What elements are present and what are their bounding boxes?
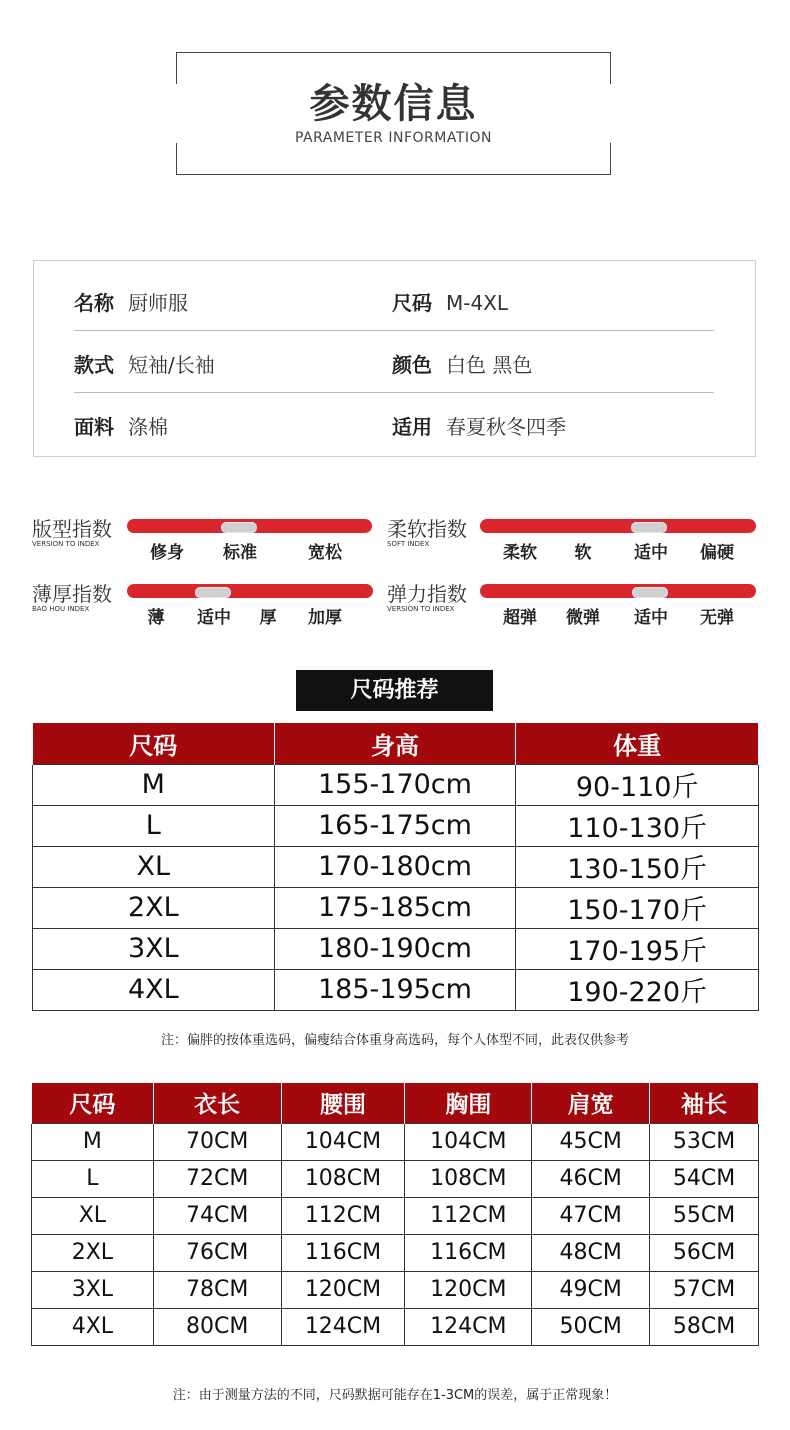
- table-cell: 48CM: [532, 1234, 650, 1271]
- table-cell: 155-170cm: [274, 764, 516, 805]
- column-header: 袖长: [650, 1083, 759, 1123]
- spec-row: [74, 331, 714, 393]
- spec-key: 适用: [392, 415, 432, 439]
- table-row: [32, 1160, 759, 1197]
- table-cell: 112CM: [405, 1197, 532, 1234]
- spec-key: 尺码: [392, 291, 432, 315]
- index-slider-knob: [195, 587, 231, 598]
- index-sub: SOFT INDEX: [387, 540, 430, 548]
- table-cell: 56CM: [650, 1234, 759, 1271]
- table-cell: 165-175cm: [274, 805, 516, 846]
- table-cell: 53CM: [650, 1123, 759, 1160]
- spec-item: [74, 349, 215, 378]
- table-cell: 170-195斤: [516, 928, 759, 969]
- table-cell: XL: [33, 846, 275, 887]
- index-sub: VERSION TO INDEX: [32, 540, 100, 548]
- table-cell: 76CM: [153, 1234, 281, 1271]
- table-cell: 130-150斤: [516, 846, 759, 887]
- table-cell: 185-195cm: [274, 969, 516, 1010]
- index-bar: [127, 519, 372, 533]
- table-cell: 124CM: [405, 1308, 532, 1345]
- size-recommend-note: 注：偏胖的按体重选码，偏瘦结合体重身高选码，每个人体型不同，此表仅供参考: [160, 1033, 629, 1048]
- table-cell: 175-185cm: [274, 887, 516, 928]
- title-frame: [176, 52, 611, 175]
- index-label: 标准: [223, 543, 257, 563]
- table-cell: 49CM: [532, 1271, 650, 1308]
- spec-value: 白色 黑色: [446, 353, 533, 377]
- table-cell: 108CM: [405, 1160, 532, 1197]
- index-label: 微弹: [566, 608, 600, 628]
- table-cell: 190-220斤: [516, 969, 759, 1010]
- table-cell: 57CM: [650, 1271, 759, 1308]
- table-row: [33, 887, 759, 928]
- index-slider-knob: [631, 522, 667, 533]
- table-cell: 116CM: [281, 1234, 405, 1271]
- index-label: 适中: [197, 608, 231, 628]
- index-label: 软: [574, 543, 592, 563]
- table-cell: L: [32, 1160, 154, 1197]
- table-cell: 124CM: [281, 1308, 405, 1345]
- spec-key: 名称: [74, 291, 114, 315]
- table-cell: 78CM: [153, 1271, 281, 1308]
- table-cell: 2XL: [33, 887, 275, 928]
- spec-value: M-4XL: [446, 291, 509, 315]
- fit-index: [32, 513, 402, 573]
- table-cell: 80CM: [153, 1308, 281, 1345]
- spec-item: [392, 287, 508, 316]
- spec-item: [74, 411, 168, 440]
- index-label: 修身: [150, 543, 184, 563]
- table-row: [32, 1123, 759, 1160]
- thickness-index: [32, 578, 402, 638]
- table-row: [32, 1271, 759, 1308]
- spec-item: [392, 349, 532, 378]
- table-row: [33, 969, 759, 1010]
- table-cell: 3XL: [33, 928, 275, 969]
- table-cell: 104CM: [405, 1123, 532, 1160]
- index-label: 加厚: [308, 608, 342, 628]
- table-cell: 116CM: [405, 1234, 532, 1271]
- table-row: [32, 1234, 759, 1271]
- table-cell: M: [33, 764, 275, 805]
- spec-value: 春夏秋冬四季: [446, 415, 566, 439]
- index-name: 柔软指数: [387, 517, 467, 541]
- index-sub: VERSION TO INDEX: [387, 605, 455, 613]
- table-cell: 150-170斤: [516, 887, 759, 928]
- table-cell: 2XL: [32, 1234, 154, 1271]
- page-title: 参数信息: [309, 81, 478, 127]
- table-cell: M: [32, 1123, 154, 1160]
- spec-row: [74, 393, 714, 455]
- spec-key: 款式: [74, 353, 114, 377]
- table-cell: 90-110斤: [516, 764, 759, 805]
- table-cell: 50CM: [532, 1308, 650, 1345]
- spec-key: 面料: [74, 415, 114, 439]
- table-row: [33, 764, 759, 805]
- spec-value: 涤棉: [128, 415, 168, 439]
- table-row: [33, 846, 759, 887]
- table-row: [32, 1308, 759, 1345]
- elasticity-index: [387, 578, 757, 638]
- table-cell: 72CM: [153, 1160, 281, 1197]
- index-name: 版型指数: [32, 517, 112, 541]
- index-label: 厚: [259, 608, 277, 628]
- measurement-note: 注：由于测量方法的不同，尺码默据可能存在1-3CM的误差，属于正常现象！: [172, 1388, 618, 1403]
- index-label: 偏硬: [700, 543, 734, 563]
- size-measurement-table: [31, 1083, 759, 1346]
- index-label: 适中: [634, 543, 668, 563]
- table-cell: 4XL: [32, 1308, 154, 1345]
- spec-row: [74, 269, 714, 331]
- table-cell: 120CM: [405, 1271, 532, 1308]
- table-cell: 46CM: [532, 1160, 650, 1197]
- index-name: 薄厚指数: [32, 582, 112, 606]
- table-cell: 55CM: [650, 1197, 759, 1234]
- table-cell: L: [33, 805, 275, 846]
- spec-item: [74, 287, 188, 316]
- spec-key: 颜色: [392, 353, 432, 377]
- column-header: 胸围: [405, 1083, 532, 1123]
- index-name: 弹力指数: [387, 582, 467, 606]
- table-cell: 112CM: [281, 1197, 405, 1234]
- table-cell: 104CM: [281, 1123, 405, 1160]
- spec-value: 短袖/长袖: [128, 353, 215, 377]
- column-header: 尺码: [32, 1083, 154, 1123]
- index-bar: [127, 584, 373, 598]
- table-cell: 70CM: [153, 1123, 281, 1160]
- column-header: 腰围: [281, 1083, 405, 1123]
- table-cell: XL: [32, 1197, 154, 1234]
- index-label: 超弹: [503, 608, 537, 628]
- table-cell: 120CM: [281, 1271, 405, 1308]
- index-sub: BAO HOU INDEX: [32, 605, 90, 613]
- table-header-row: [32, 1083, 759, 1123]
- table-cell: 108CM: [281, 1160, 405, 1197]
- index-slider-knob: [632, 587, 668, 598]
- table-cell: 74CM: [153, 1197, 281, 1234]
- size-recommend-heading: 尺码推荐: [296, 670, 493, 711]
- index-label: 适中: [634, 608, 668, 628]
- column-header: 身高: [274, 723, 516, 764]
- spec-value: 厨师服: [128, 291, 188, 315]
- spec-box: [33, 260, 756, 457]
- index-label: 薄: [147, 608, 165, 628]
- column-header: 肩宽: [532, 1083, 650, 1123]
- table-cell: 170-180cm: [274, 846, 516, 887]
- table-header-row: [33, 723, 759, 764]
- index-label: 柔软: [503, 543, 537, 563]
- table-cell: 110-130斤: [516, 805, 759, 846]
- size-recommend-table: [32, 723, 759, 1011]
- page-subtitle: PARAMETER INFORMATION: [294, 130, 492, 146]
- index-slider-knob: [221, 522, 257, 533]
- index-bar: [480, 519, 756, 533]
- table-row: [33, 928, 759, 969]
- table-cell: 54CM: [650, 1160, 759, 1197]
- table-cell: 58CM: [650, 1308, 759, 1345]
- table-row: [33, 805, 759, 846]
- index-label: 无弹: [700, 608, 734, 628]
- column-header: 衣长: [153, 1083, 281, 1123]
- table-row: [32, 1197, 759, 1234]
- table-cell: 47CM: [532, 1197, 650, 1234]
- index-bar: [480, 584, 756, 598]
- index-label: 宽松: [308, 543, 342, 563]
- table-cell: 4XL: [33, 969, 275, 1010]
- column-header: 体重: [516, 723, 759, 764]
- softness-index: [387, 513, 757, 573]
- table-cell: 45CM: [532, 1123, 650, 1160]
- spec-item: [392, 411, 566, 440]
- table-cell: 3XL: [32, 1271, 154, 1308]
- table-cell: 180-190cm: [274, 928, 516, 969]
- column-header: 尺码: [33, 723, 275, 764]
